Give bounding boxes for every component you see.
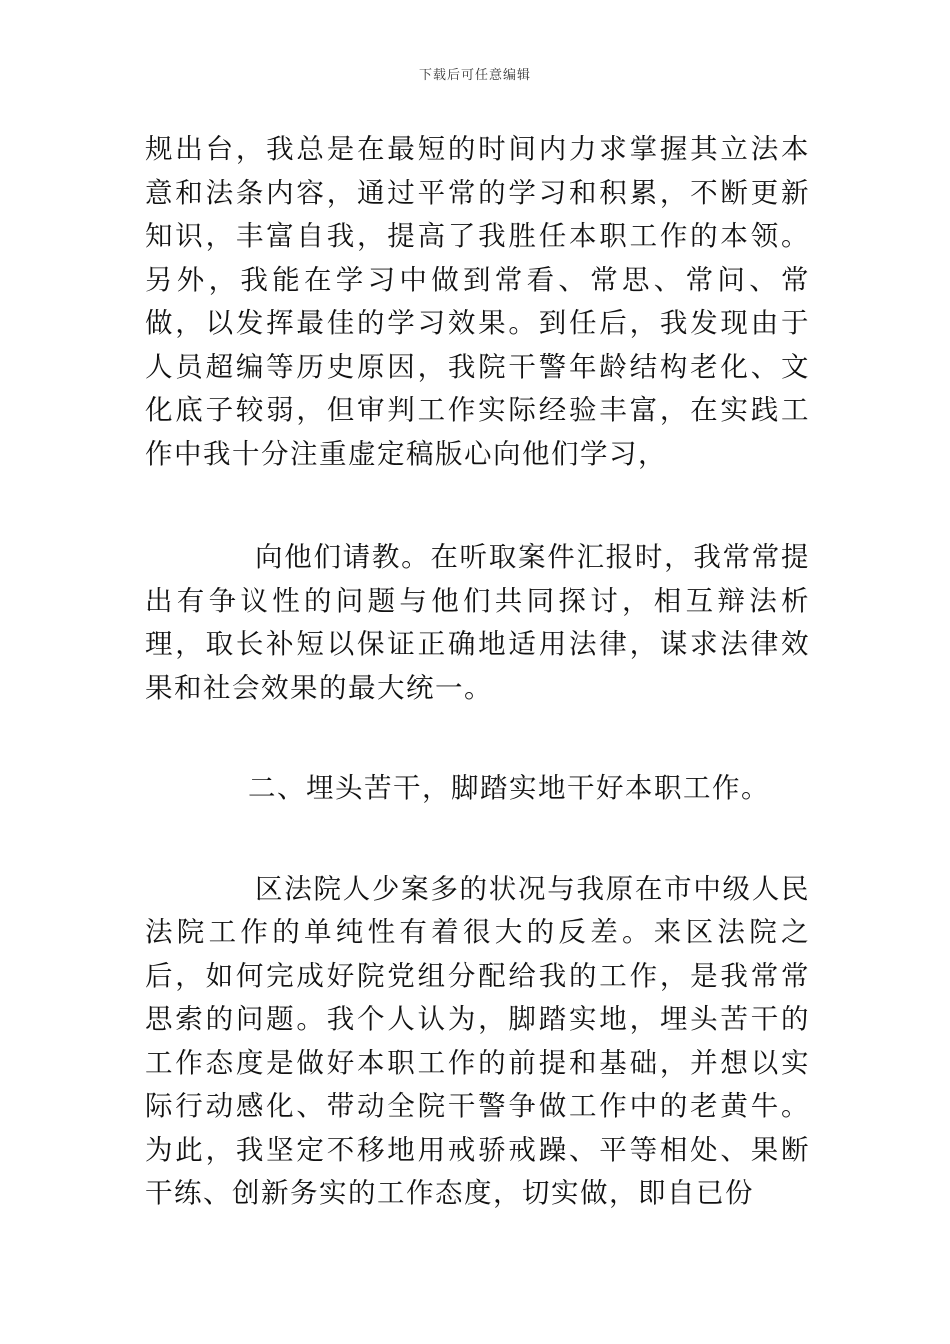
document-body bbox=[145, 128, 810, 1216]
paragraph-study-continued: 规出台，我总是在最短的时间内力求掌握其立法本意和法条内容，通过平常的学习和积累，不断更新知识，丰富自我，提高了我胜任本职工作的本领。另外，我能在学习中做到常看、常思、常问、常做，以发挥最佳的学习效果。到任后，我发现由于人员超编等历史原因，我院干警年龄结构老化、文化底子较弱，但审判工作实际经验丰富，在实践工作中我十分注重虚定稿版心向他们学习， bbox=[145, 133, 810, 470]
section-heading-2: 二、埋头苦干，脚踏实地干好本职工作。 bbox=[248, 772, 770, 804]
paragraph-hard-work: 区法院人少案多的状况与我原在市中级人民法院工作的单纯性有着很大的反差。来区法院之后，如何完成好院党组分配给我的工作，是我常常思索的问题。我个人认为，脚踏实地，埋头苦干的工作态度是做好本职工作的前提和基础，并想以实际行动感化、带动全院干警争做工作中的老黄牛。为此，我坚定不移地用戒骄戒躁、平等相处、果断干练、创新务实的工作态度，切实做，即自已份 bbox=[145, 872, 810, 1209]
paragraph-consult-colleagues: 向他们请教。在听取案件汇报时，我常常提出有争议性的问题与他们共同探讨，相互辩法析理，取长补短以保证正确地适用法律，谋求法律效果和社会效果的最大统一。 bbox=[145, 541, 810, 704]
page-header-note: 下载后可任意编辑 bbox=[418, 68, 531, 83]
paragraph-gap bbox=[145, 476, 810, 536]
paragraph-gap bbox=[145, 710, 810, 767]
paragraph-gap bbox=[145, 811, 810, 868]
